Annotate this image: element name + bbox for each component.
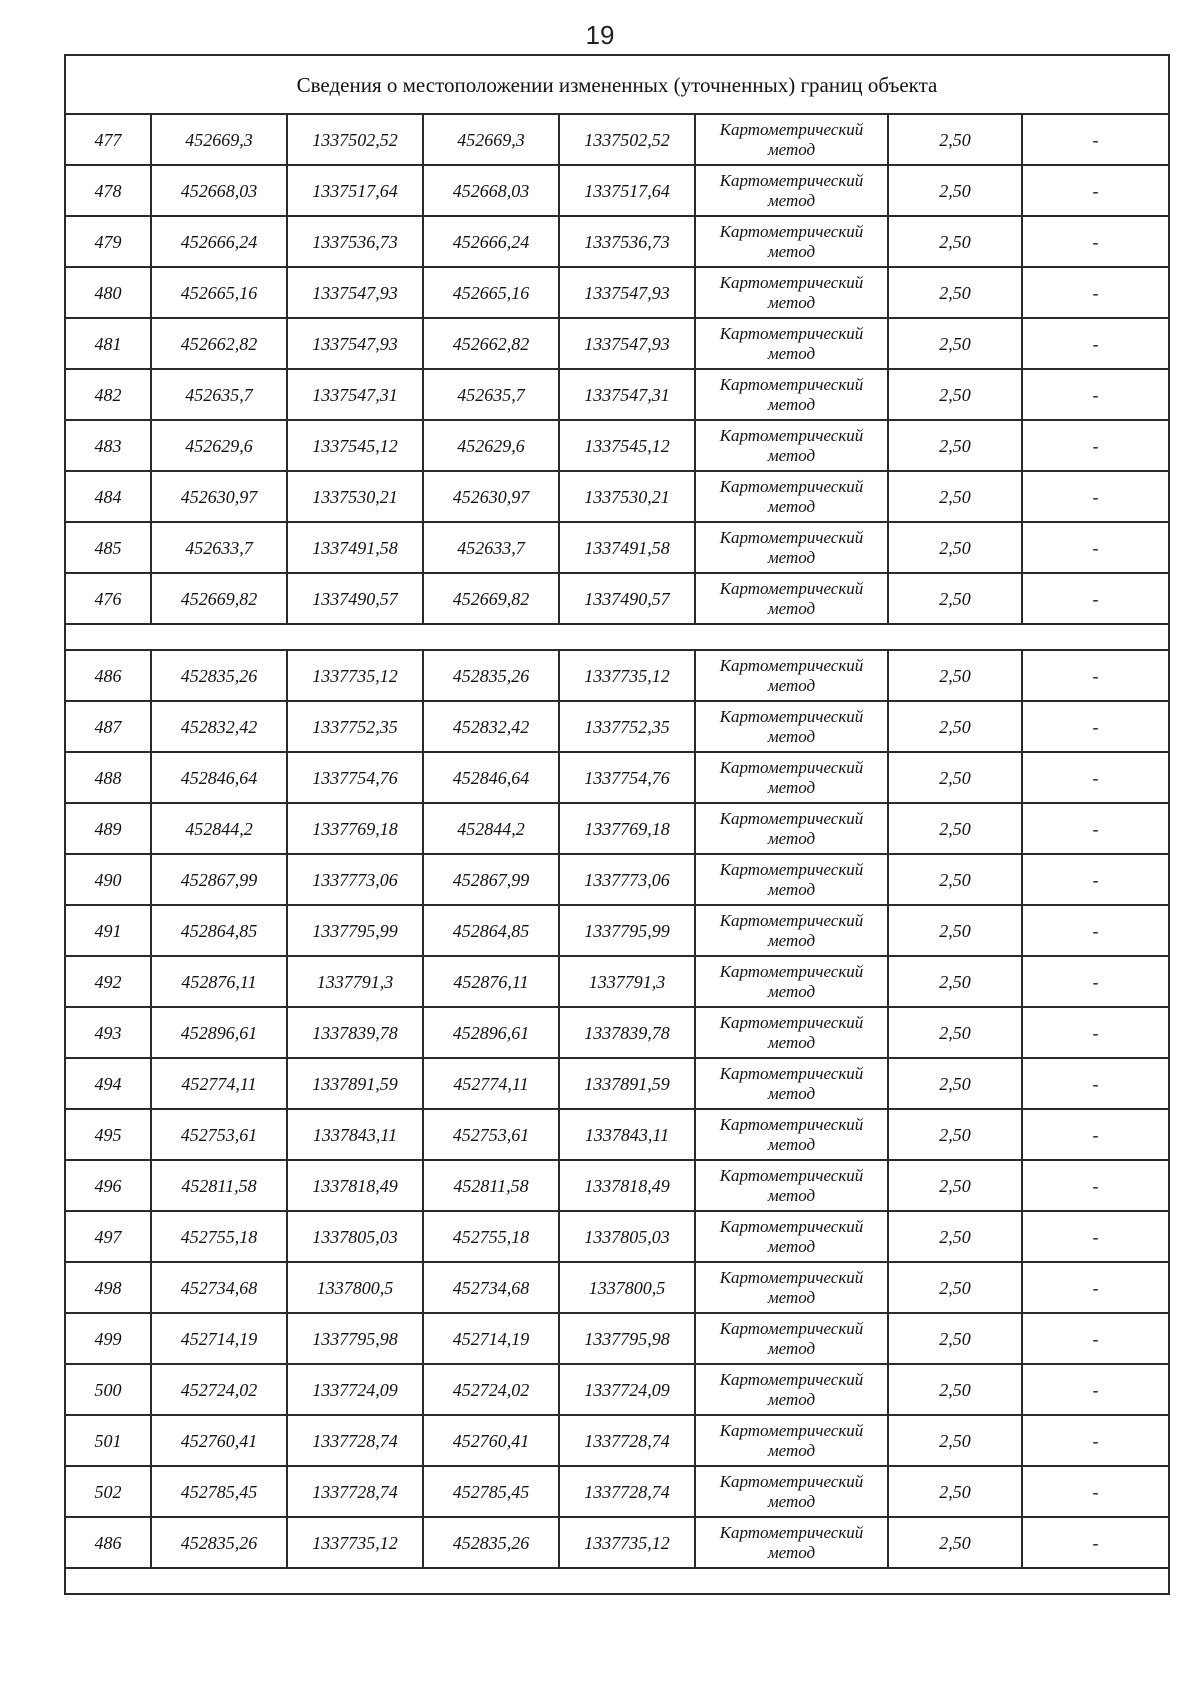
note-cell: - xyxy=(1022,905,1169,956)
table-title-row xyxy=(65,55,1169,114)
y-existing-cell: 1337735,12 xyxy=(287,1517,423,1568)
accuracy-cell: 2,50 xyxy=(888,1007,1022,1058)
table-row xyxy=(65,1313,1169,1364)
y-new-cell: 1337724,09 xyxy=(559,1364,695,1415)
y-existing-cell: 1337545,12 xyxy=(287,420,423,471)
y-existing-cell: 1337752,35 xyxy=(287,701,423,752)
y-existing-cell: 1337530,21 xyxy=(287,471,423,522)
accuracy-cell: 2,50 xyxy=(888,573,1022,624)
point-number-cell: 487 xyxy=(65,701,151,752)
accuracy-cell: 2,50 xyxy=(888,1415,1022,1466)
point-number-cell: 501 xyxy=(65,1415,151,1466)
y-new-cell: 1337547,93 xyxy=(559,318,695,369)
point-number-cell: 499 xyxy=(65,1313,151,1364)
y-existing-cell: 1337800,5 xyxy=(287,1262,423,1313)
method-cell: Картометрический метод xyxy=(695,803,888,854)
x-existing-cell: 452724,02 xyxy=(151,1364,287,1415)
x-new-cell: 452662,82 xyxy=(423,318,559,369)
y-new-cell: 1337536,73 xyxy=(559,216,695,267)
y-existing-cell: 1337769,18 xyxy=(287,803,423,854)
x-existing-cell: 452714,19 xyxy=(151,1313,287,1364)
point-number-cell: 482 xyxy=(65,369,151,420)
x-existing-cell: 452665,16 xyxy=(151,267,287,318)
x-existing-cell: 452835,26 xyxy=(151,1517,287,1568)
accuracy-cell: 2,50 xyxy=(888,752,1022,803)
table-row xyxy=(65,905,1169,956)
table-body xyxy=(65,55,1169,1594)
table-row xyxy=(65,420,1169,471)
x-existing-cell: 452668,03 xyxy=(151,165,287,216)
x-existing-cell: 452662,82 xyxy=(151,318,287,369)
x-existing-cell: 452635,7 xyxy=(151,369,287,420)
accuracy-cell: 2,50 xyxy=(888,956,1022,1007)
y-new-cell: 1337769,18 xyxy=(559,803,695,854)
note-cell: - xyxy=(1022,573,1169,624)
table-row xyxy=(65,522,1169,573)
y-existing-cell: 1337891,59 xyxy=(287,1058,423,1109)
y-new-cell: 1337517,64 xyxy=(559,165,695,216)
point-number-cell: 485 xyxy=(65,522,151,573)
x-new-cell: 452669,82 xyxy=(423,573,559,624)
method-cell: Картометрический метод xyxy=(695,420,888,471)
note-cell: - xyxy=(1022,1211,1169,1262)
x-existing-cell: 452753,61 xyxy=(151,1109,287,1160)
accuracy-cell: 2,50 xyxy=(888,1364,1022,1415)
note-cell: - xyxy=(1022,1364,1169,1415)
table-row xyxy=(65,1211,1169,1262)
table-row xyxy=(65,956,1169,1007)
note-cell: - xyxy=(1022,752,1169,803)
note-cell: - xyxy=(1022,267,1169,318)
y-new-cell: 1337818,49 xyxy=(559,1160,695,1211)
x-new-cell: 452753,61 xyxy=(423,1109,559,1160)
x-existing-cell: 452846,64 xyxy=(151,752,287,803)
x-new-cell: 452844,2 xyxy=(423,803,559,854)
x-existing-cell: 452666,24 xyxy=(151,216,287,267)
y-new-cell: 1337891,59 xyxy=(559,1058,695,1109)
note-cell: - xyxy=(1022,854,1169,905)
y-new-cell: 1337754,76 xyxy=(559,752,695,803)
y-existing-cell: 1337536,73 xyxy=(287,216,423,267)
y-new-cell: 1337545,12 xyxy=(559,420,695,471)
method-cell: Картометрический метод xyxy=(695,216,888,267)
point-number-cell: 498 xyxy=(65,1262,151,1313)
method-cell: Картометрический метод xyxy=(695,1364,888,1415)
group-separator-cell xyxy=(65,1568,1169,1594)
method-cell: Картометрический метод xyxy=(695,1262,888,1313)
note-cell: - xyxy=(1022,522,1169,573)
y-new-cell: 1337490,57 xyxy=(559,573,695,624)
point-number-cell: 486 xyxy=(65,1517,151,1568)
x-new-cell: 452832,42 xyxy=(423,701,559,752)
point-number-cell: 493 xyxy=(65,1007,151,1058)
accuracy-cell: 2,50 xyxy=(888,420,1022,471)
x-new-cell: 452755,18 xyxy=(423,1211,559,1262)
y-existing-cell: 1337773,06 xyxy=(287,854,423,905)
note-cell: - xyxy=(1022,420,1169,471)
accuracy-cell: 2,50 xyxy=(888,1058,1022,1109)
y-existing-cell: 1337728,74 xyxy=(287,1466,423,1517)
accuracy-cell: 2,50 xyxy=(888,1211,1022,1262)
note-cell: - xyxy=(1022,114,1169,165)
accuracy-cell: 2,50 xyxy=(888,1517,1022,1568)
accuracy-cell: 2,50 xyxy=(888,905,1022,956)
method-cell: Картометрический метод xyxy=(695,905,888,956)
note-cell: - xyxy=(1022,165,1169,216)
table-row xyxy=(65,267,1169,318)
note-cell: - xyxy=(1022,956,1169,1007)
x-new-cell: 452629,6 xyxy=(423,420,559,471)
boundary-coordinates-table xyxy=(64,54,1170,1595)
x-existing-cell: 452811,58 xyxy=(151,1160,287,1211)
point-number-cell: 480 xyxy=(65,267,151,318)
table-row xyxy=(65,165,1169,216)
y-new-cell: 1337735,12 xyxy=(559,650,695,701)
accuracy-cell: 2,50 xyxy=(888,1466,1022,1517)
x-existing-cell: 452785,45 xyxy=(151,1466,287,1517)
x-existing-cell: 452734,68 xyxy=(151,1262,287,1313)
x-existing-cell: 452867,99 xyxy=(151,854,287,905)
y-new-cell: 1337728,74 xyxy=(559,1415,695,1466)
method-cell: Картометрический метод xyxy=(695,854,888,905)
table-row xyxy=(65,1058,1169,1109)
method-cell: Картометрический метод xyxy=(695,1007,888,1058)
x-new-cell: 452668,03 xyxy=(423,165,559,216)
method-cell: Картометрический метод xyxy=(695,267,888,318)
x-new-cell: 452864,85 xyxy=(423,905,559,956)
x-new-cell: 452811,58 xyxy=(423,1160,559,1211)
y-new-cell: 1337728,74 xyxy=(559,1466,695,1517)
x-existing-cell: 452755,18 xyxy=(151,1211,287,1262)
table-row xyxy=(65,471,1169,522)
accuracy-cell: 2,50 xyxy=(888,369,1022,420)
y-existing-cell: 1337491,58 xyxy=(287,522,423,573)
x-existing-cell: 452876,11 xyxy=(151,956,287,1007)
method-cell: Картометрический метод xyxy=(695,701,888,752)
y-existing-cell: 1337791,3 xyxy=(287,956,423,1007)
y-existing-cell: 1337818,49 xyxy=(287,1160,423,1211)
point-number-cell: 481 xyxy=(65,318,151,369)
x-existing-cell: 452629,6 xyxy=(151,420,287,471)
table-row xyxy=(65,1262,1169,1313)
x-new-cell: 452635,7 xyxy=(423,369,559,420)
table-title: Сведения о местоположении измененных (уточненных) границ объекта xyxy=(65,55,1169,114)
note-cell: - xyxy=(1022,318,1169,369)
accuracy-cell: 2,50 xyxy=(888,216,1022,267)
accuracy-cell: 2,50 xyxy=(888,522,1022,573)
table-row xyxy=(65,369,1169,420)
x-existing-cell: 452896,61 xyxy=(151,1007,287,1058)
y-new-cell: 1337843,11 xyxy=(559,1109,695,1160)
accuracy-cell: 2,50 xyxy=(888,318,1022,369)
method-cell: Картометрический метод xyxy=(695,573,888,624)
y-new-cell: 1337530,21 xyxy=(559,471,695,522)
x-new-cell: 452896,61 xyxy=(423,1007,559,1058)
method-cell: Картометрический метод xyxy=(695,1313,888,1364)
accuracy-cell: 2,50 xyxy=(888,1109,1022,1160)
accuracy-cell: 2,50 xyxy=(888,267,1022,318)
method-cell: Картометрический метод xyxy=(695,1466,888,1517)
table-row xyxy=(65,1364,1169,1415)
y-new-cell: 1337547,93 xyxy=(559,267,695,318)
y-new-cell: 1337795,99 xyxy=(559,905,695,956)
x-new-cell: 452835,26 xyxy=(423,1517,559,1568)
method-cell: Картометрический метод xyxy=(695,1415,888,1466)
accuracy-cell: 2,50 xyxy=(888,701,1022,752)
x-new-cell: 452835,26 xyxy=(423,650,559,701)
table-row xyxy=(65,803,1169,854)
method-cell: Картометрический метод xyxy=(695,114,888,165)
note-cell: - xyxy=(1022,1313,1169,1364)
x-new-cell: 452666,24 xyxy=(423,216,559,267)
accuracy-cell: 2,50 xyxy=(888,854,1022,905)
accuracy-cell: 2,50 xyxy=(888,114,1022,165)
point-number-cell: 490 xyxy=(65,854,151,905)
note-cell: - xyxy=(1022,216,1169,267)
x-existing-cell: 452633,7 xyxy=(151,522,287,573)
x-existing-cell: 452832,42 xyxy=(151,701,287,752)
y-new-cell: 1337752,35 xyxy=(559,701,695,752)
table-row xyxy=(65,573,1169,624)
y-new-cell: 1337791,3 xyxy=(559,956,695,1007)
note-cell: - xyxy=(1022,803,1169,854)
accuracy-cell: 2,50 xyxy=(888,1262,1022,1313)
x-new-cell: 452714,19 xyxy=(423,1313,559,1364)
note-cell: - xyxy=(1022,1262,1169,1313)
point-number-cell: 478 xyxy=(65,165,151,216)
method-cell: Картометрический метод xyxy=(695,1058,888,1109)
x-existing-cell: 452760,41 xyxy=(151,1415,287,1466)
x-existing-cell: 452669,82 xyxy=(151,573,287,624)
y-existing-cell: 1337839,78 xyxy=(287,1007,423,1058)
note-cell: - xyxy=(1022,1007,1169,1058)
point-number-cell: 484 xyxy=(65,471,151,522)
x-new-cell: 452669,3 xyxy=(423,114,559,165)
note-cell: - xyxy=(1022,369,1169,420)
x-new-cell: 452876,11 xyxy=(423,956,559,1007)
y-existing-cell: 1337795,98 xyxy=(287,1313,423,1364)
x-existing-cell: 452774,11 xyxy=(151,1058,287,1109)
x-new-cell: 452846,64 xyxy=(423,752,559,803)
x-new-cell: 452633,7 xyxy=(423,522,559,573)
method-cell: Картометрический метод xyxy=(695,471,888,522)
y-new-cell: 1337502,52 xyxy=(559,114,695,165)
table-row xyxy=(65,318,1169,369)
method-cell: Картометрический метод xyxy=(695,1160,888,1211)
y-existing-cell: 1337547,31 xyxy=(287,369,423,420)
x-new-cell: 452724,02 xyxy=(423,1364,559,1415)
accuracy-cell: 2,50 xyxy=(888,1313,1022,1364)
y-existing-cell: 1337490,57 xyxy=(287,573,423,624)
y-existing-cell: 1337843,11 xyxy=(287,1109,423,1160)
x-existing-cell: 452835,26 xyxy=(151,650,287,701)
table-row xyxy=(65,701,1169,752)
note-cell: - xyxy=(1022,1160,1169,1211)
x-existing-cell: 452669,3 xyxy=(151,114,287,165)
group-separator-row xyxy=(65,624,1169,650)
y-existing-cell: 1337724,09 xyxy=(287,1364,423,1415)
y-new-cell: 1337735,12 xyxy=(559,1517,695,1568)
group-separator-row xyxy=(65,1568,1169,1594)
y-new-cell: 1337773,06 xyxy=(559,854,695,905)
table-row xyxy=(65,1415,1169,1466)
y-existing-cell: 1337795,99 xyxy=(287,905,423,956)
method-cell: Картометрический метод xyxy=(695,1109,888,1160)
note-cell: - xyxy=(1022,1058,1169,1109)
table-row xyxy=(65,854,1169,905)
note-cell: - xyxy=(1022,1466,1169,1517)
table-row xyxy=(65,114,1169,165)
y-new-cell: 1337795,98 xyxy=(559,1313,695,1364)
method-cell: Картометрический метод xyxy=(695,956,888,1007)
method-cell: Картометрический метод xyxy=(695,369,888,420)
y-existing-cell: 1337735,12 xyxy=(287,650,423,701)
note-cell: - xyxy=(1022,1109,1169,1160)
table-row xyxy=(65,1517,1169,1568)
accuracy-cell: 2,50 xyxy=(888,650,1022,701)
note-cell: - xyxy=(1022,471,1169,522)
accuracy-cell: 2,50 xyxy=(888,803,1022,854)
y-new-cell: 1337805,03 xyxy=(559,1211,695,1262)
point-number-cell: 492 xyxy=(65,956,151,1007)
point-number-cell: 489 xyxy=(65,803,151,854)
y-existing-cell: 1337547,93 xyxy=(287,267,423,318)
point-number-cell: 494 xyxy=(65,1058,151,1109)
table-row xyxy=(65,752,1169,803)
page-number: 19 xyxy=(585,20,615,50)
x-existing-cell: 452844,2 xyxy=(151,803,287,854)
point-number-cell: 479 xyxy=(65,216,151,267)
point-number-cell: 496 xyxy=(65,1160,151,1211)
x-new-cell: 452630,97 xyxy=(423,471,559,522)
x-new-cell: 452867,99 xyxy=(423,854,559,905)
point-number-cell: 502 xyxy=(65,1466,151,1517)
y-existing-cell: 1337754,76 xyxy=(287,752,423,803)
note-cell: - xyxy=(1022,701,1169,752)
x-new-cell: 452734,68 xyxy=(423,1262,559,1313)
y-new-cell: 1337547,31 xyxy=(559,369,695,420)
point-number-cell: 495 xyxy=(65,1109,151,1160)
method-cell: Картометрический метод xyxy=(695,752,888,803)
method-cell: Картометрический метод xyxy=(695,650,888,701)
y-new-cell: 1337800,5 xyxy=(559,1262,695,1313)
point-number-cell: 486 xyxy=(65,650,151,701)
y-existing-cell: 1337805,03 xyxy=(287,1211,423,1262)
table-row xyxy=(65,650,1169,701)
x-existing-cell: 452630,97 xyxy=(151,471,287,522)
accuracy-cell: 2,50 xyxy=(888,1160,1022,1211)
method-cell: Картометрический метод xyxy=(695,1211,888,1262)
x-new-cell: 452774,11 xyxy=(423,1058,559,1109)
point-number-cell: 497 xyxy=(65,1211,151,1262)
point-number-cell: 491 xyxy=(65,905,151,956)
method-cell: Картометрический метод xyxy=(695,165,888,216)
accuracy-cell: 2,50 xyxy=(888,165,1022,216)
y-existing-cell: 1337547,93 xyxy=(287,318,423,369)
table-row xyxy=(65,1466,1169,1517)
group-separator-cell xyxy=(65,624,1169,650)
y-new-cell: 1337839,78 xyxy=(559,1007,695,1058)
table-row xyxy=(65,1109,1169,1160)
point-number-cell: 483 xyxy=(65,420,151,471)
note-cell: - xyxy=(1022,1415,1169,1466)
point-number-cell: 476 xyxy=(65,573,151,624)
x-new-cell: 452665,16 xyxy=(423,267,559,318)
x-new-cell: 452760,41 xyxy=(423,1415,559,1466)
accuracy-cell: 2,50 xyxy=(888,471,1022,522)
method-cell: Картометрический метод xyxy=(695,318,888,369)
x-existing-cell: 452864,85 xyxy=(151,905,287,956)
point-number-cell: 477 xyxy=(65,114,151,165)
table-row xyxy=(65,1007,1169,1058)
method-cell: Картометрический метод xyxy=(695,1517,888,1568)
y-new-cell: 1337491,58 xyxy=(559,522,695,573)
y-existing-cell: 1337502,52 xyxy=(287,114,423,165)
note-cell: - xyxy=(1022,650,1169,701)
y-existing-cell: 1337517,64 xyxy=(287,165,423,216)
note-cell: - xyxy=(1022,1517,1169,1568)
y-existing-cell: 1337728,74 xyxy=(287,1415,423,1466)
method-cell: Картометрический метод xyxy=(695,522,888,573)
point-number-cell: 488 xyxy=(65,752,151,803)
point-number-cell: 500 xyxy=(65,1364,151,1415)
table-row xyxy=(65,216,1169,267)
x-new-cell: 452785,45 xyxy=(423,1466,559,1517)
table-row xyxy=(65,1160,1169,1211)
